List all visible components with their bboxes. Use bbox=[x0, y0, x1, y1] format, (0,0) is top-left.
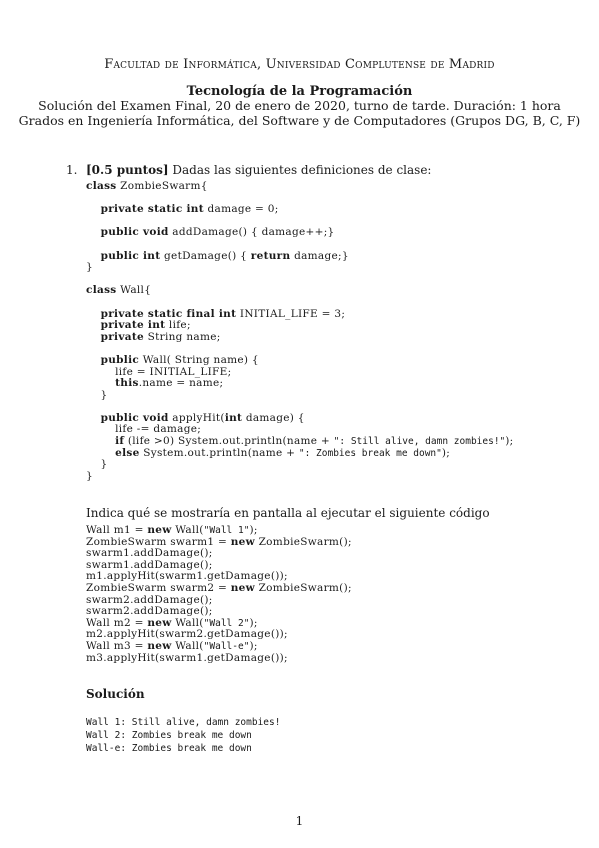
question-number: 1. bbox=[66, 163, 78, 177]
course-title: Tecnología de la Programación bbox=[186, 84, 413, 99]
code-text: Wall( bbox=[171, 639, 204, 652]
code-text bbox=[86, 308, 101, 320]
code-line bbox=[86, 459, 514, 471]
code-line bbox=[86, 285, 514, 297]
code-text: .name = name; bbox=[138, 377, 224, 390]
code-keyword: new bbox=[230, 535, 255, 548]
code-keyword: public int bbox=[100, 249, 161, 262]
code-text: damage;} bbox=[290, 249, 349, 262]
code-text: (life >0) System.out.println(name + bbox=[124, 435, 334, 448]
code-keyword: public void bbox=[100, 411, 169, 424]
code-line bbox=[86, 227, 514, 239]
code-text: damage = 0; bbox=[203, 203, 279, 216]
code-text: ); bbox=[505, 435, 514, 448]
solution-heading: Solución bbox=[86, 687, 145, 701]
code-text bbox=[86, 250, 101, 262]
code-text bbox=[86, 377, 115, 389]
code-text: Wall m3 = bbox=[86, 639, 148, 652]
code-text: ZombieSwarm(); bbox=[254, 535, 352, 548]
code-line bbox=[86, 332, 514, 344]
code-line bbox=[86, 181, 514, 193]
code-text: Wall( String name) { bbox=[139, 353, 259, 366]
code-text bbox=[86, 354, 101, 366]
code-line bbox=[86, 390, 514, 402]
code-keyword: int bbox=[224, 411, 243, 424]
code-keyword: private bbox=[100, 330, 144, 343]
solution-output: Wall 1: Still alive, damn zombies! Wall 2: Zombies break me down Wall-e: Zombies break me down bbox=[86, 717, 281, 755]
code-keyword: class bbox=[86, 180, 117, 192]
exam-subtitle: Solución del Examen Final, 20 de enero de 2020, turno de tarde. Duración: 1 hora bbox=[38, 98, 561, 113]
code-text bbox=[86, 331, 101, 343]
code-text: swarm2.addDamage(); bbox=[86, 605, 213, 618]
code-keyword: class bbox=[86, 284, 117, 297]
code-text: Wall( bbox=[171, 524, 204, 536]
code-keyword: this bbox=[115, 377, 139, 390]
code-keyword: new bbox=[147, 616, 172, 629]
code-text: Wall( bbox=[171, 616, 204, 629]
code-text: m3.applyHit(swarm1.getDamage()); bbox=[86, 651, 288, 664]
code-keyword: new bbox=[147, 639, 172, 652]
page-number: 1 bbox=[295, 814, 304, 828]
code-text: life; bbox=[165, 319, 191, 332]
code-keyword: private int bbox=[100, 319, 166, 332]
code-text: ZombieSwarm(); bbox=[254, 581, 352, 594]
code-line bbox=[86, 262, 514, 274]
code-line bbox=[86, 448, 514, 460]
code-keyword: private static final int bbox=[100, 307, 237, 320]
class-definitions-code bbox=[86, 181, 514, 482]
code-text: ZombieSwarm swarm2 = bbox=[86, 581, 231, 594]
code-string: "Wall 2" bbox=[203, 617, 250, 629]
question-heading bbox=[86, 163, 431, 177]
question-points: [0.5 puntos] bbox=[86, 163, 169, 177]
code-text: damage) { bbox=[242, 411, 305, 424]
code-string: "Wall-e" bbox=[203, 640, 250, 652]
code-line bbox=[86, 251, 514, 263]
code-text: m1.applyHit(swarm1.getDamage()); bbox=[86, 570, 288, 583]
code-text: ); bbox=[249, 639, 258, 652]
code-text: getDamage() { bbox=[160, 249, 251, 262]
code-text: } bbox=[86, 458, 108, 471]
faculty-header: Facultad de Informática, Universidad Complutense de Madrid bbox=[104, 57, 495, 72]
code-text: INITIAL_LIFE = 3; bbox=[236, 307, 346, 320]
code-text: } bbox=[86, 469, 93, 482]
code-text bbox=[86, 435, 115, 447]
code-keyword: private static int bbox=[100, 203, 204, 216]
code-text: ); bbox=[249, 524, 258, 536]
code-text: ); bbox=[249, 616, 258, 629]
code-string: ": Zombies break me down" bbox=[298, 447, 442, 459]
code-text: } bbox=[86, 388, 108, 401]
code-text bbox=[86, 226, 101, 238]
code-keyword: else bbox=[115, 446, 140, 459]
code-text: m2.applyHit(swarm2.getDamage()); bbox=[86, 628, 288, 641]
instruction-text: Indica qué se mostraría en pantalla al ejecutar el siguiente código bbox=[86, 506, 490, 520]
code-keyword: public bbox=[100, 353, 140, 366]
code-text: ZombieSwarm swarm1 = bbox=[86, 535, 231, 548]
code-text: Wall m2 = bbox=[86, 616, 148, 629]
code-text: Wall{ bbox=[116, 284, 152, 297]
code-text bbox=[86, 203, 101, 215]
code-text: addDamage() { damage++;} bbox=[168, 226, 335, 239]
code-text: ZombieSwarm{ bbox=[116, 180, 208, 192]
code-text: applyHit( bbox=[168, 411, 225, 424]
code-text: swarm1.addDamage(); bbox=[86, 558, 213, 571]
degrees-line: Grados en Ingeniería Informática, del Software y de Computadores (Grupos DG, B, C, F) bbox=[18, 113, 581, 128]
code-text: ); bbox=[441, 446, 451, 459]
code-text: String name; bbox=[143, 330, 221, 343]
code-keyword: return bbox=[250, 249, 291, 262]
code-string: "Wall 1" bbox=[203, 525, 250, 536]
main-code-snippet bbox=[86, 525, 352, 664]
code-text: swarm2.addDamage(); bbox=[86, 593, 213, 606]
question-prompt: Dadas las siguientes definiciones de clase: bbox=[172, 163, 432, 177]
code-line bbox=[86, 653, 352, 665]
code-text bbox=[86, 319, 101, 331]
code-keyword: if bbox=[115, 435, 125, 448]
code-keyword: public void bbox=[100, 226, 169, 239]
code-line bbox=[86, 204, 514, 216]
code-text: life -= damage; bbox=[86, 423, 202, 436]
code-text bbox=[86, 447, 115, 459]
code-keyword: new bbox=[147, 524, 172, 536]
code-line bbox=[86, 378, 514, 390]
code-string: ": Still alive, damn zombies!" bbox=[333, 436, 506, 448]
code-text bbox=[86, 412, 101, 424]
code-line bbox=[86, 471, 514, 483]
code-text: System.out.println(name + bbox=[139, 446, 299, 459]
code-text: Wall m1 = bbox=[86, 524, 148, 536]
code-keyword: new bbox=[230, 581, 255, 594]
code-text: life = INITIAL_LIFE; bbox=[86, 365, 232, 378]
code-text: swarm1.addDamage(); bbox=[86, 547, 213, 560]
code-text: } bbox=[86, 261, 93, 274]
